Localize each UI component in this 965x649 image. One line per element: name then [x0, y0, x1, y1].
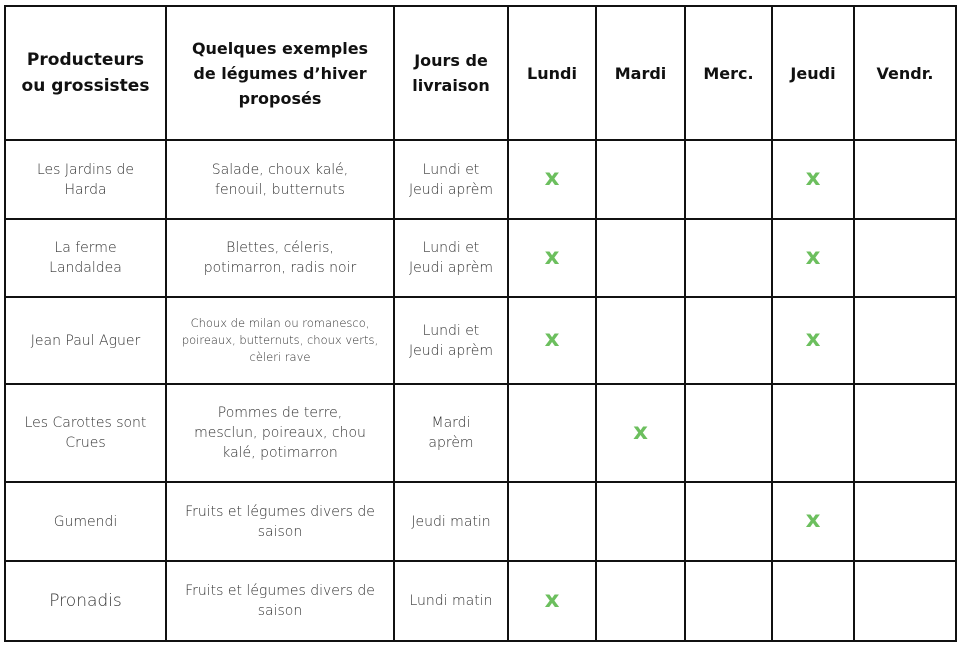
- header-delivery-days: Jours de livraison: [394, 6, 508, 140]
- producer-cell: Les Carottes sont Crues: [5, 384, 166, 482]
- tuesday-cell: [596, 482, 685, 561]
- tuesday-cell: [596, 384, 685, 482]
- delivery-mark: x: [544, 586, 560, 613]
- friday-cell: [854, 561, 956, 641]
- delivery-cell: Lundi et Jeudi aprèm: [394, 297, 508, 384]
- header-thursday: Jeudi: [772, 6, 854, 140]
- delivery-mark: x: [544, 165, 560, 191]
- header-producers: Producteurs ou grossistes: [5, 6, 166, 140]
- vegetables-cell: Choux de milan ou romanesco, poireaux, butternuts, choux verts, cèleri rave: [166, 297, 394, 384]
- delivery-schedule-table: [4, 5, 957, 642]
- delivery-mark: x: [633, 418, 648, 445]
- header-tuesday: Mardi: [596, 6, 685, 140]
- thursday-cell: [772, 561, 854, 641]
- table-row: [5, 297, 956, 384]
- thursday-cell: [772, 482, 854, 561]
- delivery-cell: Lundi et Jeudi aprèm: [394, 140, 508, 219]
- monday-cell: [508, 219, 596, 297]
- table-header-row: [5, 6, 956, 140]
- tuesday-cell: [596, 561, 685, 641]
- tuesday-cell: [596, 297, 685, 384]
- delivery-mark: x: [544, 326, 560, 352]
- table-row: [5, 561, 956, 641]
- delivery-cell: Lundi et Jeudi aprèm: [394, 219, 508, 297]
- friday-cell: [854, 297, 956, 384]
- producer-cell: Pronadis: [5, 561, 166, 641]
- producer-cell: Les Jardins de Harda: [5, 140, 166, 219]
- header-wednesday: Merc.: [685, 6, 772, 140]
- vegetables-cell: Fruits et légumes divers de saison: [166, 482, 394, 561]
- friday-cell: [854, 482, 956, 561]
- tuesday-cell: [596, 219, 685, 297]
- monday-cell: [508, 561, 596, 641]
- tuesday-cell: [596, 140, 685, 219]
- delivery-mark: x: [805, 243, 821, 270]
- vegetables-cell: Fruits et légumes divers de saison: [166, 561, 394, 641]
- monday-cell: [508, 384, 596, 482]
- thursday-cell: [772, 219, 854, 297]
- delivery-mark: x: [805, 326, 821, 352]
- thursday-cell: [772, 384, 854, 482]
- table-row: [5, 219, 956, 297]
- table-row: [5, 384, 956, 482]
- producer-cell: Jean Paul Aguer: [5, 297, 166, 384]
- delivery-mark: x: [805, 507, 821, 533]
- monday-cell: [508, 482, 596, 561]
- wednesday-cell: [685, 561, 772, 641]
- monday-cell: [508, 297, 596, 384]
- wednesday-cell: [685, 482, 772, 561]
- vegetables-cell: Salade, choux kalé, fenouil, butternuts: [166, 140, 394, 219]
- friday-cell: [854, 140, 956, 219]
- delivery-cell: Lundi matin: [394, 561, 508, 641]
- thursday-cell: [772, 297, 854, 384]
- delivery-cell: Mardi aprèm: [394, 384, 508, 482]
- producer-cell: Gumendi: [5, 482, 166, 561]
- header-monday: Lundi: [508, 6, 596, 140]
- vegetables-cell: Blettes, céleris, potimarron, radis noir: [166, 219, 394, 297]
- table-row: [5, 482, 956, 561]
- wednesday-cell: [685, 297, 772, 384]
- vegetables-cell: Pommes de terre, mesclun, poireaux, chou kalé, potimarron: [166, 384, 394, 482]
- monday-cell: [508, 140, 596, 219]
- wednesday-cell: [685, 384, 772, 482]
- header-friday: Vendr.: [854, 6, 956, 140]
- thursday-cell: [772, 140, 854, 219]
- delivery-mark: x: [805, 165, 821, 191]
- header-vegetables: Quelques exemples de légumes d’hiver proposés: [166, 6, 394, 140]
- delivery-cell: Jeudi matin: [394, 482, 508, 561]
- friday-cell: [854, 219, 956, 297]
- producer-cell: La ferme Landaldea: [5, 219, 166, 297]
- wednesday-cell: [685, 140, 772, 219]
- wednesday-cell: [685, 219, 772, 297]
- delivery-mark: x: [544, 243, 560, 270]
- friday-cell: [854, 384, 956, 482]
- table-row: [5, 140, 956, 219]
